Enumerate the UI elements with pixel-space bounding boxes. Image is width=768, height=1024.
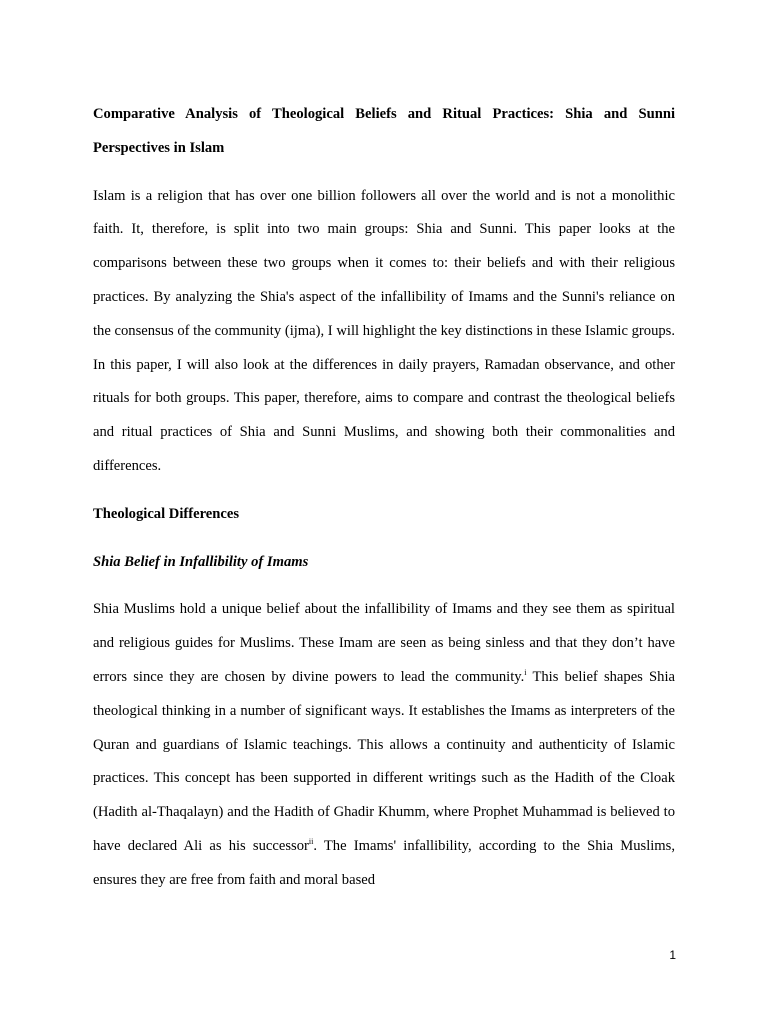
footnote-marker-ii: ii [308,836,314,846]
body-paragraph [93,593,675,897]
page-content [93,98,675,912]
body-text-part-1: Shia Muslims hold a unique belief about the infallibility of Imams and they see them as spiritual and religious guides for Muslims. These Imam are seen as being sinless and that they don’t have errors since they are chosen by divine powers to lead the community. [93,601,675,685]
document-title: Comparative Analysis of Theological Beliefs and Ritual Practices: Shia and Sunni Perspectives in Islam [93,106,675,156]
footnote-marker-i: i [524,667,527,677]
body-text-part-2: This belief shapes Shia theological thinking in a number of significant ways. It establishes the Imams as interpreters of the Quran and guardians of Islamic teachings. This allows a continuity and authenticity of Islamic practices. This concept has been supported in different writings such as the Hadith of the Cloak (Hadith al-Thaqalayn) and the Hadith of Ghadir Khumm, where Prophet Muhammad is believed to have declared Ali as his successor [93,668,675,854]
subsection-heading: Shia Belief in Infallibility of Imams [93,553,309,570]
page-number: 1 [669,948,676,962]
intro-paragraph: Islam is a religion that has over one billion followers all over the world and is not a monolithic faith. It, therefore, is split into two main groups: Shia and Sunni. This paper looks at the comparisons between these two groups when it comes to: their beliefs and with their religious practices. By analyzing the Shia's aspect of the infallibility of Imams and the Sunni's reliance on the consensus of the community (ijma), I will highlight the key distinctions in these Islamic groups. In this paper, I will also look at the differences in daily prayers, Ramadan observance, and other rituals for both groups. This paper, therefore, aims to compare and contrast the theological beliefs and ritual practices of Shia and Sunni Muslims, and showing both their commonalities and differences. [93,187,675,474]
body-text-part-3: . The Imams' infallibility, according to the Shia Muslims, ensures they are free from faith and moral based [93,837,675,888]
section-heading: Theological Differences [93,505,240,522]
